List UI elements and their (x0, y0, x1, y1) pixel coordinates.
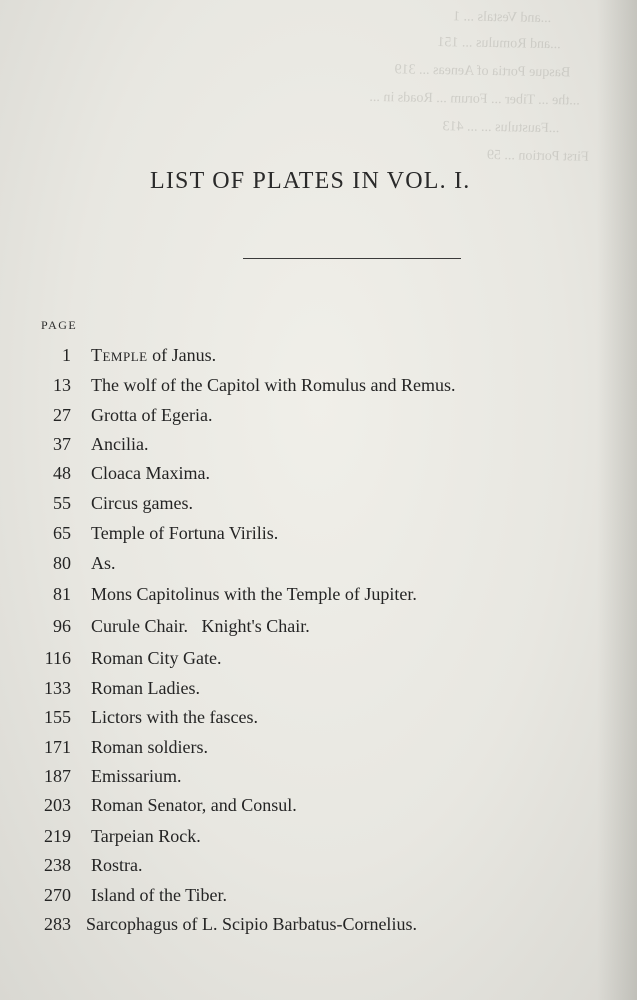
bleed-line: First Portion ... 59 (486, 147, 589, 165)
plate-page-number: 80 (53, 553, 71, 573)
plate-row (0, 761, 600, 791)
plate-title: Mons Capitolinus with the Temple of Jupiter. (91, 584, 417, 604)
plate-title: Roman City Gate. (91, 648, 222, 668)
bleed-through-text (19, 0, 622, 175)
plate-page-number: 27 (53, 405, 71, 425)
plate-title: Grotta of Egeria. (91, 405, 213, 425)
plate-title: Roman Senator, and Consul. (91, 795, 297, 815)
plate-row (0, 611, 600, 641)
plate-row (0, 673, 600, 703)
plate-title: Rostra. (91, 855, 143, 875)
plate-page-number: 187 (44, 766, 71, 786)
plate-page-number: 65 (53, 523, 71, 543)
bleed-line: ...the ... Tiber ... Forum ... Roads in ... (369, 89, 580, 109)
plate-page-number: 133 (44, 678, 71, 698)
plate-row (0, 579, 600, 609)
plate-row (0, 643, 600, 673)
plate-title: Temple of Fortuna Virilis. (91, 523, 279, 543)
page-column-label: PAGE (41, 318, 78, 332)
plate-title: The wolf of the Capitol with Romulus and Remus. (91, 375, 456, 395)
plate-page-number: 1 (62, 345, 71, 365)
plate-row (0, 880, 600, 910)
plate-page-number: 116 (44, 648, 71, 668)
plate-title: Curule Chair. Knight's Chair. (91, 616, 310, 636)
plate-title: Ancilia. (91, 434, 149, 454)
page-title: LIST OF PLATES IN VOL. I. (150, 168, 471, 194)
plate-title: Emissarium. (91, 766, 182, 786)
plate-page-number: 81 (53, 584, 71, 604)
plate-page-number: 238 (44, 855, 71, 875)
plate-row (0, 850, 600, 880)
plate-page-number: 219 (44, 826, 71, 846)
bleed-line: ...and Vestals ... 1 (452, 9, 552, 27)
plate-title: Lictors with the fasces. (91, 707, 258, 727)
plate-title: Tarpeian Rock. (91, 826, 201, 846)
plate-row (0, 370, 600, 400)
plate-title: As. (91, 553, 116, 573)
plate-page-number: 270 (44, 885, 71, 905)
plate-page-number: 171 (44, 737, 71, 757)
plate-page-number: 37 (53, 434, 71, 454)
plate-title: Roman Ladies. (91, 678, 200, 698)
bleed-line: ...Faustulus ... ... 413 (442, 119, 560, 137)
plate-page-number: 155 (44, 707, 71, 727)
plate-title: Roman soldiers. (91, 737, 208, 757)
plate-row (0, 821, 600, 851)
plate-row (0, 702, 600, 732)
plate-row (0, 548, 600, 578)
plate-title: Sarcophagus of L. Scipio Barbatus-Cornelius. (86, 914, 417, 934)
plate-page-number: 283 (44, 914, 71, 934)
plate-page-number: 96 (53, 616, 71, 636)
plate-title: Island of the Tiber. (91, 885, 228, 905)
plate-title: Circus games. (91, 493, 193, 513)
plate-page-number: 48 (53, 463, 71, 483)
plate-row (0, 400, 600, 430)
plate-row (0, 790, 600, 820)
plate-title-smallcaps: Temple (91, 345, 148, 365)
plate-title: Cloaca Maxima. (91, 463, 210, 483)
plate-title (91, 340, 216, 370)
plate-page-number: 55 (53, 493, 71, 513)
plate-page-number: 203 (44, 795, 71, 815)
plate-row (0, 488, 600, 518)
plate-row (0, 732, 600, 762)
bleed-line: ...and Romulus ... 151 (437, 35, 561, 53)
title-rule (243, 258, 461, 259)
bleed-line: Basque Portia of Aeneas ... 319 (394, 62, 571, 81)
plate-page-number: 13 (53, 375, 71, 395)
plate-row (0, 340, 600, 370)
plate-row (0, 458, 600, 488)
plate-title-rest: of Janus. (147, 345, 217, 365)
plate-row (0, 909, 600, 939)
plate-row (0, 518, 600, 548)
plate-row (0, 429, 600, 459)
